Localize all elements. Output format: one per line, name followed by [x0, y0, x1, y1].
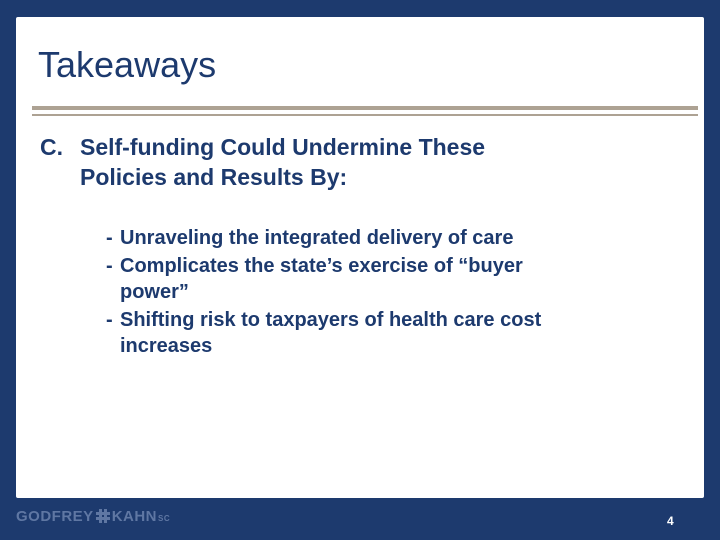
section-heading	[40, 132, 600, 192]
section-heading-line2: Policies and Results By:	[80, 164, 348, 190]
company-logo	[16, 506, 170, 526]
bullet-text-line2: increases	[120, 335, 213, 357]
bullet-dash: -	[106, 227, 113, 249]
logo-text-right: KAHN	[111, 507, 158, 525]
list-item	[106, 253, 666, 305]
list-item	[106, 307, 666, 359]
slide-title: Takeaways	[38, 44, 217, 85]
logo-text-left: GODFREY	[16, 507, 94, 525]
page-number: 4	[667, 514, 674, 528]
title-rule-thick	[32, 106, 698, 110]
bullet-text-line1: Complicates the state’s exercise of “buyer	[120, 255, 523, 277]
bullet-list	[106, 225, 666, 361]
slide-panel	[16, 17, 704, 498]
section-heading-line1: Self-funding Could Undermine These	[80, 134, 486, 160]
bullet-dash: -	[106, 309, 113, 331]
list-item	[106, 225, 666, 251]
bullet-text-line1: Unraveling the integrated delivery of care	[120, 227, 514, 249]
bullet-text-line1: Shifting risk to taxpayers of health care cost	[120, 309, 542, 331]
logo-mark-icon	[96, 509, 110, 523]
bullet-dash: -	[106, 255, 113, 277]
section-letter: C.	[40, 134, 63, 160]
bullet-text-line2: power”	[120, 281, 189, 303]
logo-suffix: SC	[158, 514, 171, 523]
title-rule-thin	[32, 114, 698, 116]
